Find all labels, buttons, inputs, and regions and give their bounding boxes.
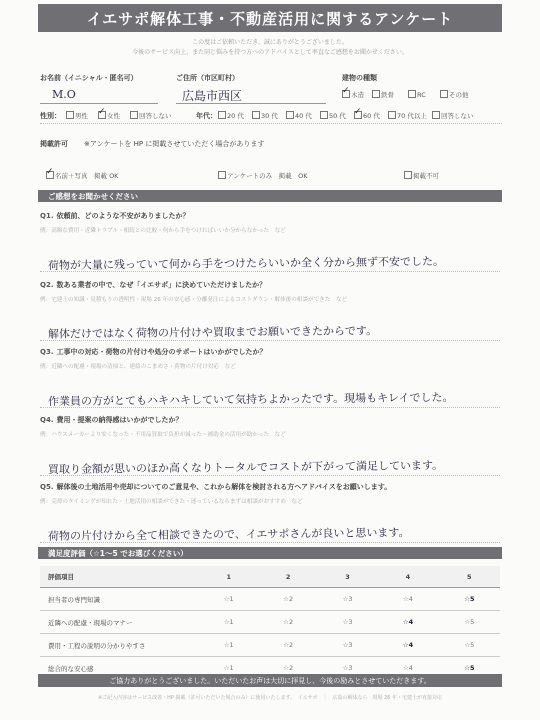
option-label: 20 代 <box>227 112 244 120</box>
rating-star: ☆2 <box>283 641 294 649</box>
question-number: Q1. <box>40 212 54 220</box>
option-label: その他 <box>449 91 469 99</box>
option-label: 40 代 <box>295 112 312 120</box>
table-row <box>40 611 500 634</box>
question-heading <box>40 347 266 357</box>
question-number: Q4. <box>40 416 54 424</box>
question-text: 解体後の土地活用や売却についてのご意見や、これから解体を検討される方へアドバイスをお願いします。 <box>56 483 392 491</box>
city-field[interactable]: 広島市西区 <box>182 89 243 103</box>
page-title: イエサポ解体工事・不動産活用に関するアンケート <box>38 4 502 32</box>
checkbox[interactable] <box>342 90 350 98</box>
rating-option[interactable] <box>439 588 500 611</box>
intro-text <box>60 38 480 58</box>
question-heading <box>40 211 189 221</box>
rating-option[interactable] <box>377 611 438 634</box>
satisfaction-head-row <box>40 566 500 588</box>
building-option[interactable] <box>440 90 469 99</box>
question-text: 工事中の対応・荷物の片付けや処分のサポートはいかがでしたか？ <box>56 348 267 356</box>
name-field[interactable]: M.O <box>52 88 76 101</box>
eval-item: 担当者の専門知識 <box>40 588 199 611</box>
rating-star: ☆4 <box>402 641 414 649</box>
gender-option[interactable] <box>98 111 120 120</box>
answer-field[interactable]: 買取り金額が思いのほか高くなりトータルでコストが下がって満足しています。 <box>47 458 444 477</box>
rating-star: ☆5 <box>464 595 475 603</box>
age-option[interactable] <box>320 111 346 120</box>
rating-option[interactable] <box>258 634 317 657</box>
col-scale: 1 <box>199 566 258 588</box>
name-label: お名前（イニシャル・匿名可） <box>40 74 138 82</box>
answer-line <box>40 475 500 476</box>
intro-line: この度はご依頼いただき、誠にありがとうございました。 <box>192 39 348 46</box>
question-example: 例：宅建士の知識・見積もりの透明性・現場 26 年の安心感・分離発注によるコストダウン・解体後の相談ができた など <box>40 297 348 303</box>
question-example: 例：ハウスメーカーより安くなった・不用品買取で負担が減った・補助金の活用が助かった など <box>40 432 286 438</box>
rating-star: ☆2 <box>283 664 294 672</box>
rating-option[interactable] <box>199 611 258 634</box>
rating-option[interactable] <box>199 634 258 657</box>
building-option[interactable] <box>408 90 426 99</box>
gender-option[interactable] <box>130 111 172 120</box>
gender-label: 性別： <box>40 112 61 120</box>
question-example: 例：近隣への配慮・現場の清掃と、連絡のこまめさ・荷物の片付け対応 など <box>40 364 236 370</box>
question-heading <box>40 280 266 290</box>
checkbox[interactable] <box>320 111 328 119</box>
option-label: 回答しない <box>139 112 172 120</box>
rating-star: ☆3 <box>342 595 353 603</box>
rating-star: ☆3 <box>342 664 353 672</box>
option-label: 掲載不可 <box>413 172 439 180</box>
profile-divider <box>40 123 502 124</box>
permission-option[interactable] <box>46 171 118 180</box>
checkbox[interactable] <box>218 111 226 119</box>
rating-option[interactable] <box>258 611 317 634</box>
age-option[interactable] <box>432 111 474 120</box>
checkbox[interactable] <box>218 171 226 179</box>
rating-option[interactable] <box>199 588 258 611</box>
option-label: 男性 <box>75 112 88 120</box>
table-row <box>40 588 500 611</box>
rating-star: ☆5 <box>464 641 475 649</box>
checkbox[interactable] <box>354 111 362 119</box>
answer-line <box>40 340 500 341</box>
rating-option[interactable] <box>377 634 438 657</box>
age-option[interactable] <box>286 111 312 120</box>
rating-star: ☆3 <box>342 618 353 626</box>
checkbox[interactable] <box>372 90 380 98</box>
rating-option[interactable] <box>318 611 377 634</box>
rating-option[interactable] <box>439 611 500 634</box>
table-row <box>40 634 500 657</box>
building-option[interactable] <box>342 90 364 99</box>
option-label: アンケートのみ 掲載 OK <box>227 172 308 180</box>
checkbox[interactable] <box>408 90 416 98</box>
checkbox[interactable] <box>432 111 440 119</box>
eval-item: 費用・工程の説明の分かりやすさ <box>40 634 199 657</box>
rating-star: ☆1 <box>223 641 234 649</box>
answer-line <box>40 271 500 272</box>
option-label: RC <box>417 91 426 99</box>
city-underline <box>176 103 326 104</box>
thanks-footer: ご協力ありがとうございました。いただいたお声は大切に拝見し、今後の励みとさせていただきます。 <box>38 674 502 687</box>
checkbox[interactable] <box>440 90 448 98</box>
age-option[interactable] <box>354 111 380 120</box>
question-number: Q3. <box>40 348 54 356</box>
intro-line: 今後のサービス向上、また同じ悩みを持つ方へのアドバイスとして率直なご感想をお聞かせください。 <box>132 49 408 56</box>
option-label: 60 代 <box>363 112 380 120</box>
rating-star: ☆4 <box>402 595 413 603</box>
permission-note: ※アンケートを HP に掲載させていただく場合があります <box>84 140 265 148</box>
rating-option[interactable] <box>439 634 500 657</box>
eval-item: 総合的な安心感 <box>40 657 199 680</box>
checkbox[interactable] <box>130 111 138 119</box>
col-item: 評価項目 <box>40 566 199 588</box>
building-label: 建物の種類 <box>342 74 377 82</box>
option-label: 70 代以上 <box>397 112 427 120</box>
option-label: 鉄骨 <box>381 91 394 99</box>
satisfaction-body <box>40 588 500 680</box>
gender-option[interactable] <box>66 111 88 120</box>
option-label: 回答しない <box>441 112 474 120</box>
permission-option[interactable] <box>404 171 439 180</box>
rating-star: ☆5 <box>464 664 475 672</box>
permission-label: 掲載許可 <box>40 140 68 148</box>
question-number: Q2. <box>40 281 54 289</box>
permission-option[interactable] <box>218 171 308 180</box>
col-scale: 3 <box>318 566 377 588</box>
question-heading <box>40 415 182 425</box>
answer-field[interactable]: 荷物が大量に残っていて何から手をつけたらいいか全く分から無ず不安でした。 <box>47 254 445 273</box>
eval-item: 近隣への配慮・現場のマナー <box>40 611 199 634</box>
age-option[interactable] <box>218 111 244 120</box>
option-label: 50 代 <box>329 112 346 120</box>
option-label: 木造 <box>351 91 364 99</box>
rating-star: ☆2 <box>283 595 294 603</box>
col-scale: 4 <box>377 566 438 588</box>
name-underline <box>40 103 158 104</box>
age-option[interactable] <box>388 111 427 120</box>
rating-option[interactable] <box>318 634 377 657</box>
question-text: 依頼前、どのような不安がありましたか？ <box>56 212 190 220</box>
checkbox[interactable] <box>98 111 106 119</box>
rating-star: ☆4 <box>402 664 413 672</box>
option-label: 女性 <box>107 112 120 120</box>
option-label: 30 代 <box>261 112 278 120</box>
checkbox[interactable] <box>46 171 54 179</box>
answer-line <box>40 542 500 543</box>
rating-star: ☆1 <box>223 618 234 626</box>
answer-field[interactable]: 荷物の片付けから全て相談できたので、イエサポさんが良いと思います。 <box>47 526 410 543</box>
question-heading <box>40 482 391 492</box>
age-option[interactable] <box>252 111 278 120</box>
question-example: 例：高額な費用・近隣トラブル・相続との比較・何から手をつければいいか分からなかった など <box>40 228 286 234</box>
checkbox[interactable] <box>252 111 260 119</box>
building-option[interactable] <box>372 90 394 99</box>
question-number: Q5. <box>40 483 54 491</box>
footnote: ※ご記入内容はサービス改善・HP 掲載（許可いただいた場合のみ）に使用いたします。 イエサポ ｜ 広島の解体なら 現場 26 年・宅建士が直接対応 <box>97 695 442 701</box>
col-scale: 5 <box>439 566 500 588</box>
rating-option[interactable] <box>377 588 438 611</box>
option-label: 名前＋写真 掲載 OK <box>55 172 119 180</box>
question-example: 例：売却のタイミングが知れた・土地活用の相談ができた・迷っているならまずは相談がおすすめ など <box>40 499 303 505</box>
answer-line <box>40 407 500 408</box>
age-label: 年代： <box>196 112 217 120</box>
question-text: 費用・提案の納得感はいかがでしたか？ <box>56 416 183 424</box>
answer-field[interactable]: 作業員の方がとてもハキハキしていて気持ちよかったです。現場もキレイでした。 <box>47 390 454 409</box>
rating-option[interactable] <box>258 588 317 611</box>
col-scale: 2 <box>258 566 317 588</box>
checkbox[interactable] <box>286 111 294 119</box>
checkbox[interactable] <box>66 111 74 119</box>
rating-option[interactable] <box>318 588 377 611</box>
rating-star: ☆2 <box>283 618 294 626</box>
city-label: ご住所（市区町村） <box>176 74 239 82</box>
checkbox[interactable] <box>404 171 412 179</box>
checkbox[interactable] <box>388 111 396 119</box>
rating-star: ☆1 <box>223 664 234 672</box>
question-text: 数ある業者の中で、なぜ「イエサポ」に決めていただけましたか？ <box>56 281 267 289</box>
satisfaction-table <box>40 566 500 680</box>
rating-star: ☆4 <box>402 618 414 626</box>
satisfaction-header: 満足度評価（☆1〜5 でお選びください） <box>38 547 502 559</box>
rating-star: ☆1 <box>223 595 234 603</box>
feedback-header: ご感想をお聞かせください <box>38 190 502 202</box>
rating-star: ☆5 <box>464 618 475 626</box>
answer-field[interactable]: 解体だけではなく荷物の片付けや買取までお願いできたからです。 <box>47 324 378 341</box>
rating-star: ☆3 <box>342 641 353 649</box>
